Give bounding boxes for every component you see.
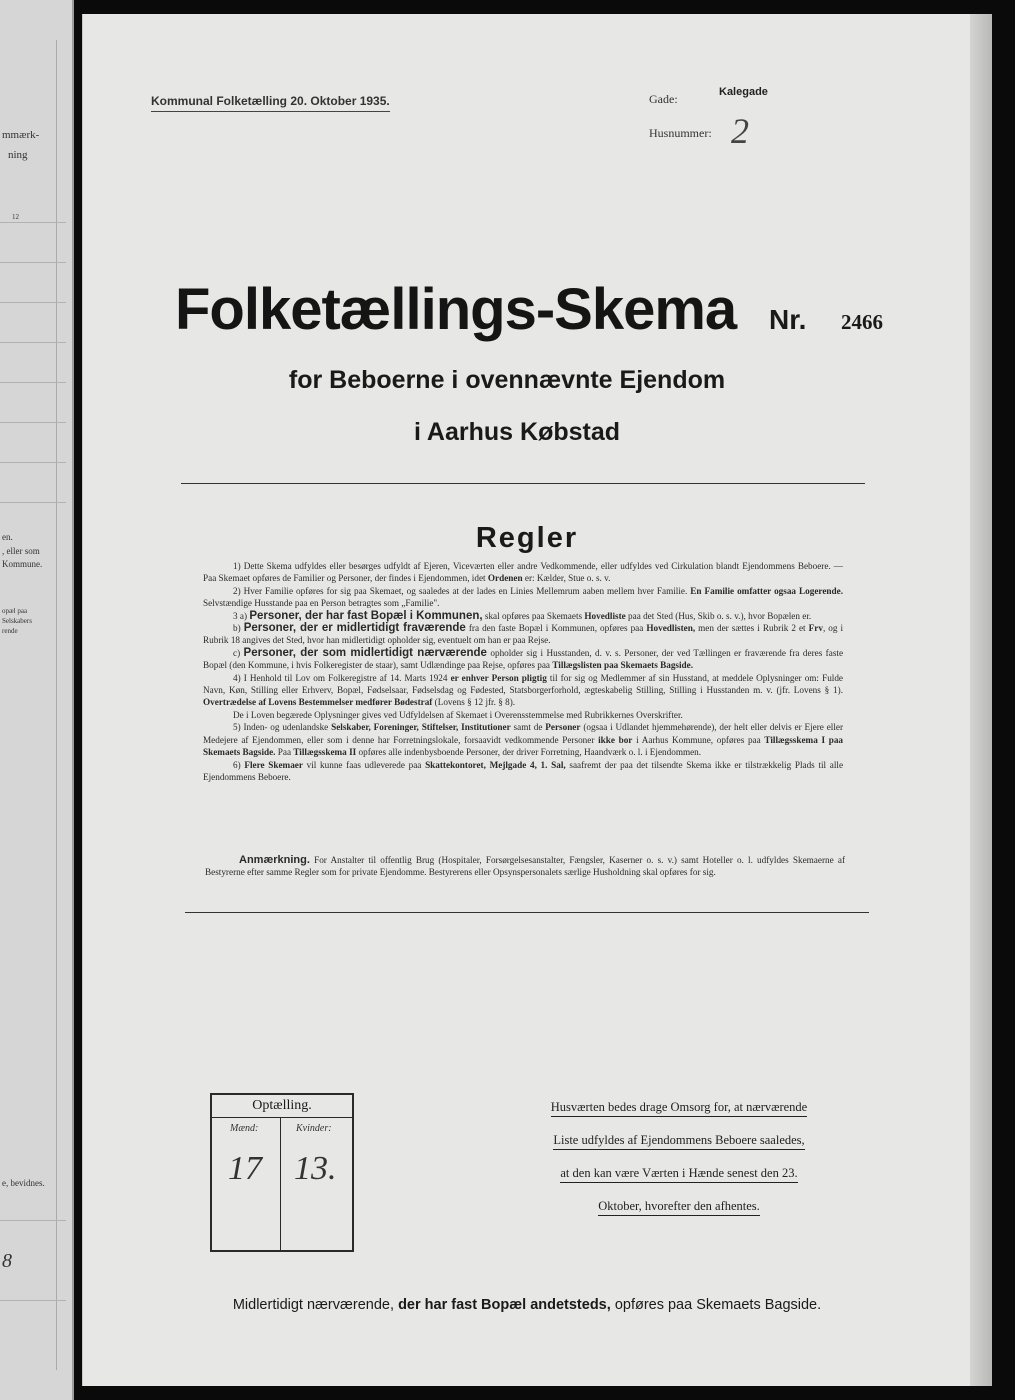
rule-emphasis: ikke bor bbox=[598, 734, 633, 745]
rule-text: skal opføres paa Skemaets bbox=[484, 610, 583, 621]
notice-line bbox=[513, 1133, 845, 1166]
count-box-title: Optælling. bbox=[252, 1098, 312, 1113]
form-subtitle: for Beboerne i ovennævnte Ejendom bbox=[288, 366, 726, 394]
left-page-rule bbox=[0, 342, 66, 343]
women-count: 13. bbox=[294, 1150, 337, 1187]
remark-label: Anmærkning. bbox=[239, 854, 310, 866]
left-page-fragment: opæl paa bbox=[2, 607, 28, 615]
rule-heading: Personer, der har fast Bopæl i Kommunen, bbox=[249, 609, 483, 622]
footer-text: Midlertidigt nærværende, bbox=[232, 1297, 395, 1313]
rule-emphasis: Personer bbox=[545, 722, 581, 733]
form-number-label: Nr. bbox=[769, 304, 807, 335]
rule-1 bbox=[203, 560, 843, 585]
rule-text: opføres alle indenbysboende Personer, der driver Forretning, Haandværk o. l. i Ejendommen. bbox=[358, 747, 702, 758]
women-label: Kvinder: bbox=[296, 1123, 332, 1134]
rule-3a bbox=[203, 610, 843, 622]
rule-emphasis: Flere Skemaer bbox=[244, 759, 303, 770]
census-header bbox=[151, 94, 390, 108]
rule-heading: Personer, der er midlertidigt fraværende bbox=[243, 622, 466, 635]
rule-emphasis: En Familie omfatter ogsaa Logerende. bbox=[690, 585, 843, 596]
rule-text: men der sættes i Rubrik 2 et bbox=[698, 623, 806, 634]
rule-text: i Aarhus Kommune, opføres paa bbox=[636, 734, 761, 745]
rule-text: 2) Hver Familie opføres for sig paa Skemaet, og saaledes at der lades en Linies Mellemrum aaben mellem hver Familie. bbox=[233, 585, 688, 596]
rule-emphasis: Frv bbox=[808, 623, 823, 634]
rule-text: er: Kælder, Stue o. s. v. bbox=[524, 573, 611, 584]
rule-text: 4) I Henhold til Lov om Folkeregistre af 14. Marts 1924 bbox=[233, 672, 448, 683]
remark-text: For Anstalter til offentlig Brug (Hospitaler, Forsørgelsesanstalter, Fængsler, Kaserner o. s. v.) samt Hoteller o. l. udfyldes Skemaerne af Bestyrerne efter samme Regler som for private Ejendomme. Bestyrerens eller Opsynspersonalets særlige Husholdning skal opføres for sig. bbox=[205, 855, 846, 878]
left-page-rule bbox=[0, 302, 66, 303]
rule-2 bbox=[203, 585, 843, 610]
rule-emphasis: Tillægsskema II bbox=[293, 747, 357, 758]
rule-text: paa det Sted (Hus, Skib o. s. v.), hvor Bopælen er. bbox=[628, 610, 812, 621]
notice-line bbox=[513, 1199, 845, 1232]
rule-text: opholder sig i Husstanden, d. v. s. Personer, der ved Tællingen er fraværende fra deres faste Bopæl (den Kommune, i hvis Folkeregister de staar), samt Udlændinge paa Rejse, opføres paa bbox=[203, 647, 844, 671]
form-number-value: 2466 bbox=[841, 310, 883, 334]
rule-emphasis: Hovedliste bbox=[584, 610, 626, 621]
notice-line bbox=[513, 1166, 845, 1199]
census-line: Kommunal Folketælling 20. Oktober 1935. bbox=[151, 94, 390, 108]
notice-line bbox=[513, 1100, 845, 1133]
left-page-rule bbox=[0, 222, 66, 223]
notice-text: Liste udfyldes af Ejendommens Beboere saaledes, bbox=[553, 1133, 804, 1150]
form-title: Folketællings-Skema bbox=[175, 277, 737, 342]
left-page-fragment: mmærk- bbox=[2, 129, 40, 141]
left-page-rule bbox=[0, 262, 66, 263]
rule-4 bbox=[203, 672, 843, 709]
rule-4-continued bbox=[203, 709, 843, 721]
remark bbox=[205, 854, 845, 879]
landlord-notice bbox=[513, 1100, 845, 1232]
rule-3b bbox=[203, 622, 843, 647]
rule-text: til for sig og Medlemmer af sin Husstand, at meddele Oplysninger om: Fulde Navn, Køn, Stilling eller Erhverv, Bopæl, Fødselsaar, Fødselsdag og Fødested, Statsborgerforhold, ægteskabelig Stilling, Stilling i Husstanden m. v. (jfr. Lovens § 1). bbox=[203, 672, 844, 696]
notice-text: at den kan være Værten i Hænde senest den 23. bbox=[560, 1166, 797, 1183]
divider bbox=[185, 912, 869, 913]
count-box-divider bbox=[280, 1118, 281, 1250]
left-page-fragment: rende bbox=[2, 627, 18, 635]
left-page-fragment: ning bbox=[8, 149, 28, 161]
left-page-fragment: 8 bbox=[2, 1250, 12, 1272]
page-edge bbox=[970, 14, 992, 1386]
rule-text: (Lovens § 12 jfr. § 8). bbox=[434, 697, 516, 708]
rule-text: saafremt der paa det tilsendte Skema ikke er tilstrækkelig Plads til alle Ejendommens Beboere. bbox=[203, 759, 844, 782]
left-page-rule bbox=[0, 462, 66, 463]
men-count: 17 bbox=[228, 1150, 262, 1187]
rules-text bbox=[203, 560, 843, 783]
left-page-rule bbox=[0, 502, 66, 503]
rule-emphasis: Selskaber, Foreninger, Stiftelser, Institutioner bbox=[331, 722, 511, 733]
rule-5 bbox=[203, 721, 843, 758]
rule-text: vil kunne faas udleverede paa bbox=[306, 759, 422, 770]
rule-emphasis: Tillægsskema I paa Skemaets Bagside. bbox=[203, 734, 844, 758]
left-page-fragment: 12 bbox=[12, 213, 19, 221]
left-page-fragment: Selskabers bbox=[2, 617, 32, 625]
notice-text: Husværten bedes drage Omsorg for, at nærværende bbox=[551, 1100, 808, 1117]
rule-text: c) bbox=[233, 647, 241, 658]
rule-emphasis: Hovedlisten, bbox=[646, 623, 696, 634]
rule-text: De i Loven begærede Oplysninger gives ved Udfyldelsen af Skemaet i Overensstemmelse med Rubrikkernes Overskrifter. bbox=[233, 709, 683, 720]
left-page-ruling bbox=[56, 40, 57, 1370]
rule-text: 6) bbox=[233, 759, 241, 770]
rule-text: b) bbox=[233, 623, 241, 634]
count-box-rule bbox=[212, 1117, 352, 1118]
census-form-page bbox=[82, 14, 971, 1386]
left-page-rule bbox=[0, 1300, 66, 1301]
house-number-label: Husnummer: bbox=[649, 126, 712, 140]
rule-text: Paa bbox=[277, 747, 292, 758]
left-page-rule bbox=[0, 382, 66, 383]
rule-3c bbox=[203, 647, 843, 672]
rule-text: 3 a) bbox=[233, 610, 248, 621]
left-page-rule bbox=[0, 422, 66, 423]
house-number-value: 2 bbox=[731, 111, 749, 151]
rule-emphasis: Tillægslisten paa Skemaets Bagside. bbox=[552, 660, 694, 671]
rule-text: , og i Rubrik 18 angives det Sted, hvor han midlertidigt opholder sig, eventuelt om han er paa Rejse. bbox=[203, 623, 844, 646]
rule-text: 5) Inden- og udenlandske bbox=[233, 722, 329, 733]
men-label: Mænd: bbox=[230, 1123, 259, 1134]
divider bbox=[181, 483, 865, 484]
rule-text: samt de bbox=[513, 722, 543, 733]
footer-emphasis: der har fast Bopæl andetsteds, bbox=[398, 1297, 611, 1313]
rule-emphasis: Overtrædelse af Lovens Bestemmelser medfører Bødestraf bbox=[203, 697, 433, 708]
form-location: i Aarhus Købstad bbox=[413, 418, 621, 446]
count-box bbox=[210, 1093, 354, 1252]
rules-heading: Regler bbox=[475, 522, 579, 554]
left-page-margin bbox=[0, 0, 74, 1400]
left-page-fragment: en. bbox=[2, 532, 13, 542]
left-page-fragment: , eller som bbox=[2, 546, 40, 556]
street-value: Kalegade bbox=[719, 86, 768, 98]
rule-emphasis: er enhver Person pligtig bbox=[450, 672, 547, 683]
street-label: Gade: bbox=[649, 92, 678, 106]
rule-emphasis: Skattekontoret, Mejlgade 4, 1. Sal, bbox=[425, 759, 566, 770]
footer-note bbox=[83, 1297, 971, 1313]
rule-text: Selvstændige Husstande paa en Person betragtes som „Familie". bbox=[203, 598, 440, 609]
rule-text: fra den faste Bopæl i Kommunen, opføres paa bbox=[468, 623, 644, 634]
rule-text: (ogsaa i Udlandet hjemmehørende), der helt eller delvis er Ejere eller Medejere af Ejendommen, eller som i denne har Forretningslokale, forsaavidt vedkommende Personer bbox=[203, 722, 844, 745]
left-page-fragment: Kommune. bbox=[2, 559, 43, 569]
census-line-underline bbox=[151, 111, 390, 112]
rule-6 bbox=[203, 759, 843, 784]
footer-text: opføres paa Skemaets Bagside. bbox=[614, 1297, 822, 1313]
rule-heading: Personer, der som midlertidigt nærværende bbox=[243, 646, 487, 659]
left-page-rule bbox=[0, 1220, 66, 1221]
rule-emphasis: Ordenen bbox=[487, 573, 523, 584]
notice-text: Oktober, hvorefter den afhentes. bbox=[598, 1199, 760, 1216]
left-page-fragment: e, bevidnes. bbox=[2, 1178, 45, 1188]
rule-text: 1) Dette Skema udfyldes eller besørges udfyldt af Ejeren, Viceværten eller andre Vedkommende, eller udfyldes ved Cirkulation blandt Ejendommens Beboere. — Paa Skemaet opføres de Familier og Personer, der findes i Ejendommen, idet bbox=[203, 561, 843, 584]
